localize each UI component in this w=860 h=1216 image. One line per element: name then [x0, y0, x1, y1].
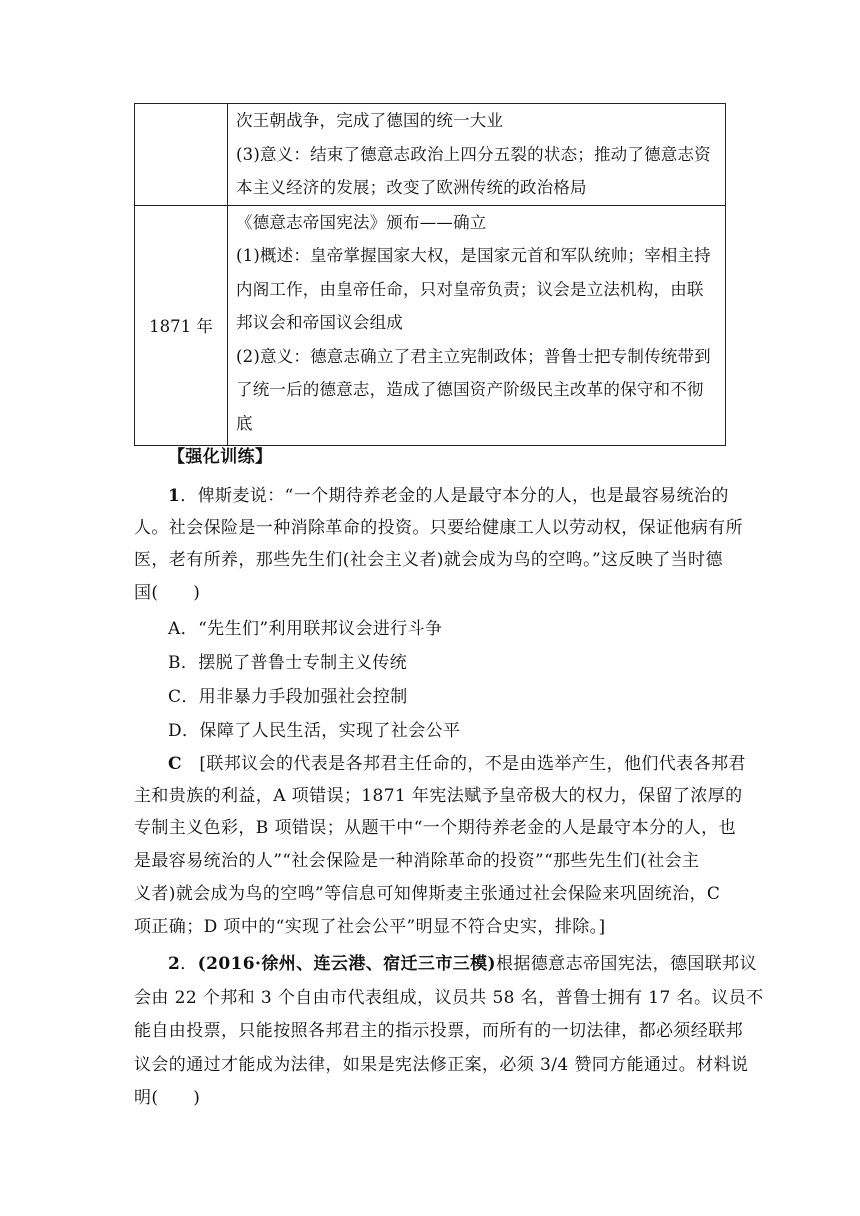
section-heading: 【强化训练】 [168, 447, 273, 467]
explanation-line: 项正确；D 项中的“实现了社会公平”明显不符合史实，排除。] [134, 917, 606, 937]
explanation-line: 主和贵族的利益，A 项错误；1871 年宪法赋予皇帝极大的权力，保留了浓厚的 [134, 786, 743, 806]
year-cell [135, 104, 228, 206]
question-1-line: 医，老有所养，那些先生们(社会主义者)就会成为鸟的空鸣。”这反映了当时德 [134, 550, 723, 570]
table-line: 本主义经济的发展；改变了欧洲传统的政治格局 [236, 178, 587, 197]
table-row [135, 205, 726, 445]
explanation-line: 是最容易统治的人”“社会保险是一种消除革命的投资”“那些先生们(社会主 [134, 851, 700, 871]
question-1-line: 国( ) [134, 583, 201, 603]
question-2-line: 明( ) [134, 1088, 201, 1108]
table-line: 《德意志帝国宪法》颁布——确立 [236, 212, 487, 232]
answer-line: C [联邦议会的代表是各邦君主任命的，不是由选举产生，他们代表各邦君 [168, 754, 746, 774]
question-number: 1 [168, 486, 181, 506]
explanation-line: 义者)就会成为鸟的空鸣”等信息可知俾斯麦主张通过社会保险来巩固统治，C [134, 884, 721, 904]
table-line: 底 [236, 413, 253, 433]
option-d: D．保障了人民生活，实现了社会公平 [168, 721, 461, 741]
option-c: C．用非暴力手段加强社会控制 [168, 687, 408, 707]
table-line: (3)意义：结束了德意志政治上四分五裂的状态；推动了德意志资 [236, 144, 711, 164]
answer-letter: C [168, 754, 182, 774]
option-b: B．摆脱了普鲁士专制主义传统 [168, 653, 408, 673]
explanation-line: 专制主义色彩，B 项错误；从题干中“一个期待养老金的人是最守本分的人，也 [134, 818, 736, 838]
table-line: (1)概述：皇帝掌握国家大权，是国家元首和军队统帅；宰相主持 [236, 246, 711, 265]
question-2-line: 能自由投票，只能按照各邦君主的指示投票，而所有的一切法律，都必须经联邦 [134, 1021, 743, 1041]
question-2-line: 会由 22 个邦和 3 个自由市代表组成，议员共 58 名，普鲁士拥有 17 名。议员不 [134, 988, 764, 1008]
history-table [134, 103, 726, 446]
option-a: A．“先生们”利用联邦议会进行斗争 [168, 619, 443, 639]
content-cell [228, 104, 726, 206]
question-1-line: 人。社会保险是一种消除革命的投资。只要给健康工人以劳动权，保证他病有所 [134, 518, 743, 538]
question-2-line: 议会的通过才能成为法律，如果是宪法修正案，必须 3/4 赞同方能通过。材料说 [134, 1055, 749, 1075]
table-line: 邦议会和帝国议会组成 [236, 313, 403, 332]
table-line: 了统一后的德意志，造成了德国资产阶级民主改革的保守和不彻 [236, 380, 704, 399]
year-cell: 1871 年 [135, 205, 228, 445]
question-1-line: 1．俾斯麦说：“一个期待养老金的人是最守本分的人，也是最容易统治的 [168, 486, 729, 506]
table-row [135, 104, 726, 206]
question-number: 2 [168, 954, 181, 974]
table-line: 次王朝战争，完成了德国的统一大业 [236, 111, 504, 130]
question-source: (2016·徐州、连云港、宿迁三市三模) [197, 954, 496, 974]
table-line: 内阁工作，由皇帝任命，只对皇帝负责；议会是立法机构，由联 [236, 279, 704, 299]
table-line: (2)意义：德意志确立了君主立宪制政体；普鲁士把专制传统带到 [236, 346, 711, 366]
question-2-line: 2．(2016·徐州、连云港、宿迁三市三模)根据德意志帝国宪法，德国联邦议 [168, 954, 757, 974]
content-cell [228, 205, 726, 445]
